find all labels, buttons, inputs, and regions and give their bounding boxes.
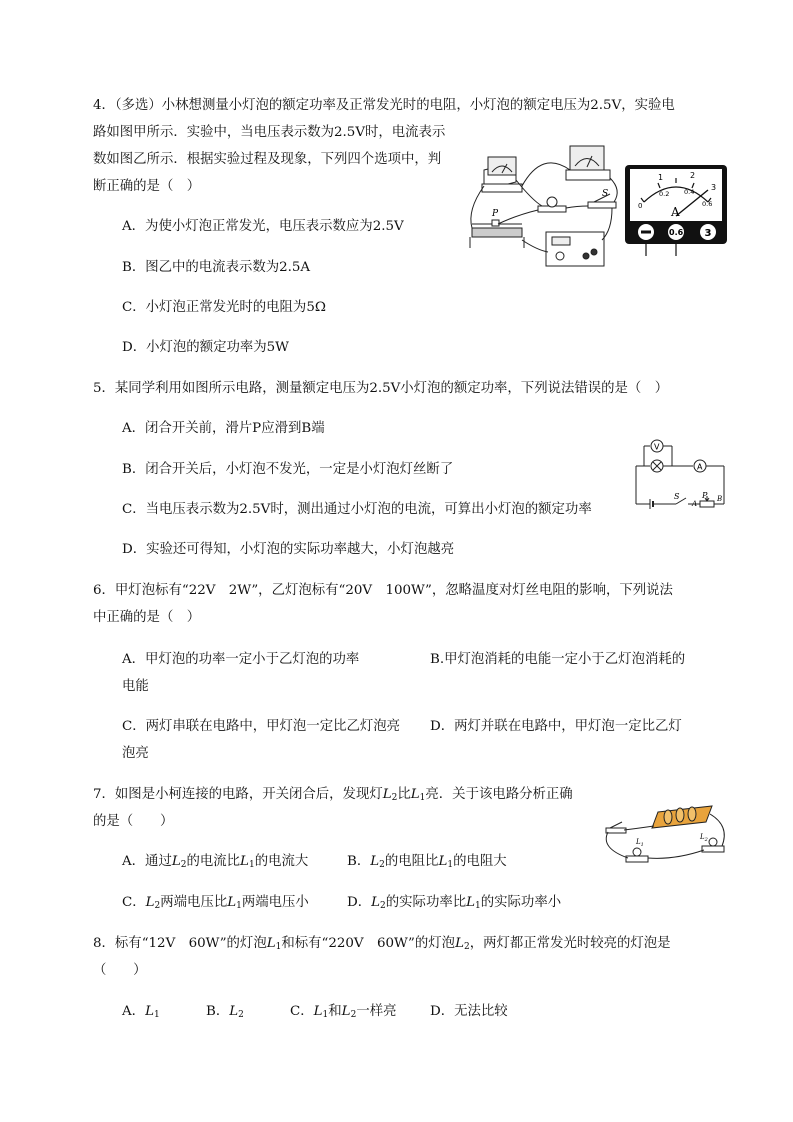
q7-stem-line-1: 7．如图是小柯连接的电路，开关闭合后，发现灯$L_2$比$L_1$亮．关于该电路分析正确 [93,787,573,803]
q4-option-d[interactable]: D．小灯泡的额定功率为5W [122,340,289,355]
q4-stem-line-4: 断正确的是（ ） [93,179,201,194]
q7-option-d[interactable]: D．$L_2$的实际功率比$L_1$的实际功率小 [347,895,562,911]
q7-option-a[interactable]: A．通过$L_2$的电流比$L_1$的电流大 [122,854,309,870]
q6-stem-line-2: 中正确的是（ ） [93,610,201,625]
q5-option-c[interactable]: C．当电压表示数为2.5V时，测出通过小灯泡的电流，可算出小灯泡的额定功率 [122,502,592,517]
q5-option-a[interactable]: A．闭合开关前，滑片P应滑到B端 [122,421,325,436]
q5-stem: 5．某同学利用如图所示电路，测量额定电压为2.5V小灯泡的额定功率，下列说法错误的是（ ） [93,381,669,396]
q8-option-d[interactable]: D．无法比较 [430,1004,508,1019]
ammeter-scale-bottom-0-6: 0.6 [702,200,713,208]
q8-stem-line-1: 8．标有“12V 60W”的灯泡$L_1$和标有“220V 60W”的灯泡$L_2$，两灯都正常发光时较亮的灯泡是 [93,936,671,952]
q5-voltmeter-v-label: V [654,442,660,452]
ammeter-scale-top-1: 1 [658,173,664,182]
q5-switch-s-label: S [674,492,680,501]
q4-option-b[interactable]: B．图乙中的电流表示数为2.5A [122,260,311,275]
q6-option-b[interactable]: B.甲灯泡消耗的电能一定小于乙灯泡消耗的 [430,652,686,667]
q8-stem-line-2: （ ） [93,963,147,978]
q5-rheostat-a-end: A [692,500,698,508]
q4-option-c[interactable]: C．小灯泡正常发光时的电阻为5Ω [122,300,326,315]
q6-option-d-cont: 泡亮 [122,746,149,761]
q6-option-a[interactable]: A．甲灯泡的功率一定小于乙灯泡的功率 [122,652,360,667]
q6-stem-line-1: 6．甲灯泡标有“22V 2W”，乙灯泡标有“20V 100W”，忽略温度对灯丝电阻的影响，下列说法 [93,583,673,598]
q5-rheostat-b-end: B [717,495,723,503]
ammeter-scale-top-2: 2 [690,171,696,180]
q7-lamp-l2-label: $L_2$ [700,833,708,843]
ammeter-scale-top-3: 3 [711,183,717,192]
q8-option-c[interactable]: C．$L_1$和$L_2$一样亮 [290,1004,397,1020]
ammeter-terminal-0-6: 0.6 [669,228,684,237]
q4-ammeter-dial-figure [624,164,728,256]
ammeter-scale-zero: 0 [638,202,643,210]
q7-lamp-l1-label: $L_1$ [636,838,644,848]
q4-circuit-apparatus-figure [462,140,624,270]
q4-stem-line-2: 路如图甲所示．实验中，当电压表示数为2.5V时，电流表示 [93,125,446,140]
q5-ammeter-a-label: A [697,462,703,472]
ammeter-scale-bottom-0-2: 0.2 [659,190,670,198]
q4-rheostat-p-label: P [492,209,499,219]
q7-option-c[interactable]: C．$L_2$两端电压比$L_1$两端电压小 [122,895,309,911]
ammeter-scale-bottom-0-4: 0.4 [684,188,695,196]
q4-switch-s-label: S [602,189,609,199]
q4-stem-line-1: 4．（多选）小林想测量小灯泡的额定功率及正常发光时的电阻，小灯泡的额定电压为2.5V，实验电 [93,98,675,113]
q6-option-b-cont: 电能 [122,679,149,694]
q8-option-b[interactable]: B．$L_2$ [206,1004,244,1020]
q7-stem-line-2: 的是（ ） [93,814,174,829]
q5-option-b[interactable]: B．闭合开关后，小灯泡不发光，一定是小灯泡灯丝断了 [122,462,454,477]
q7-option-b[interactable]: B．$L_2$的电阻比$L_1$的电阻大 [347,854,507,870]
q6-option-c[interactable]: C．两灯串联在电路中，甲灯泡一定比乙灯泡亮 [122,719,401,734]
ammeter-terminal-3: 3 [704,228,712,239]
q5-circuit-diagram [630,436,730,512]
ammeter-unit-label: A [671,205,680,219]
q6-option-d[interactable]: D．两灯并联在电路中，甲灯泡一定比乙灯 [430,719,682,734]
q8-option-a[interactable]: A．$L_1$ [122,1004,160,1020]
q7-circuit-figure [600,798,732,868]
q4-stem-line-3: 数如图乙所示．根据实验过程及现象，下列四个选项中，判 [93,152,442,167]
q5-slider-p-label: P [702,491,708,500]
q4-option-a[interactable]: A．为使小灯泡正常发光，电压表示数应为2.5V [122,219,404,234]
q5-option-d[interactable]: D．实验还可得知，小灯泡的实际功率越大，小灯泡越亮 [122,542,455,557]
